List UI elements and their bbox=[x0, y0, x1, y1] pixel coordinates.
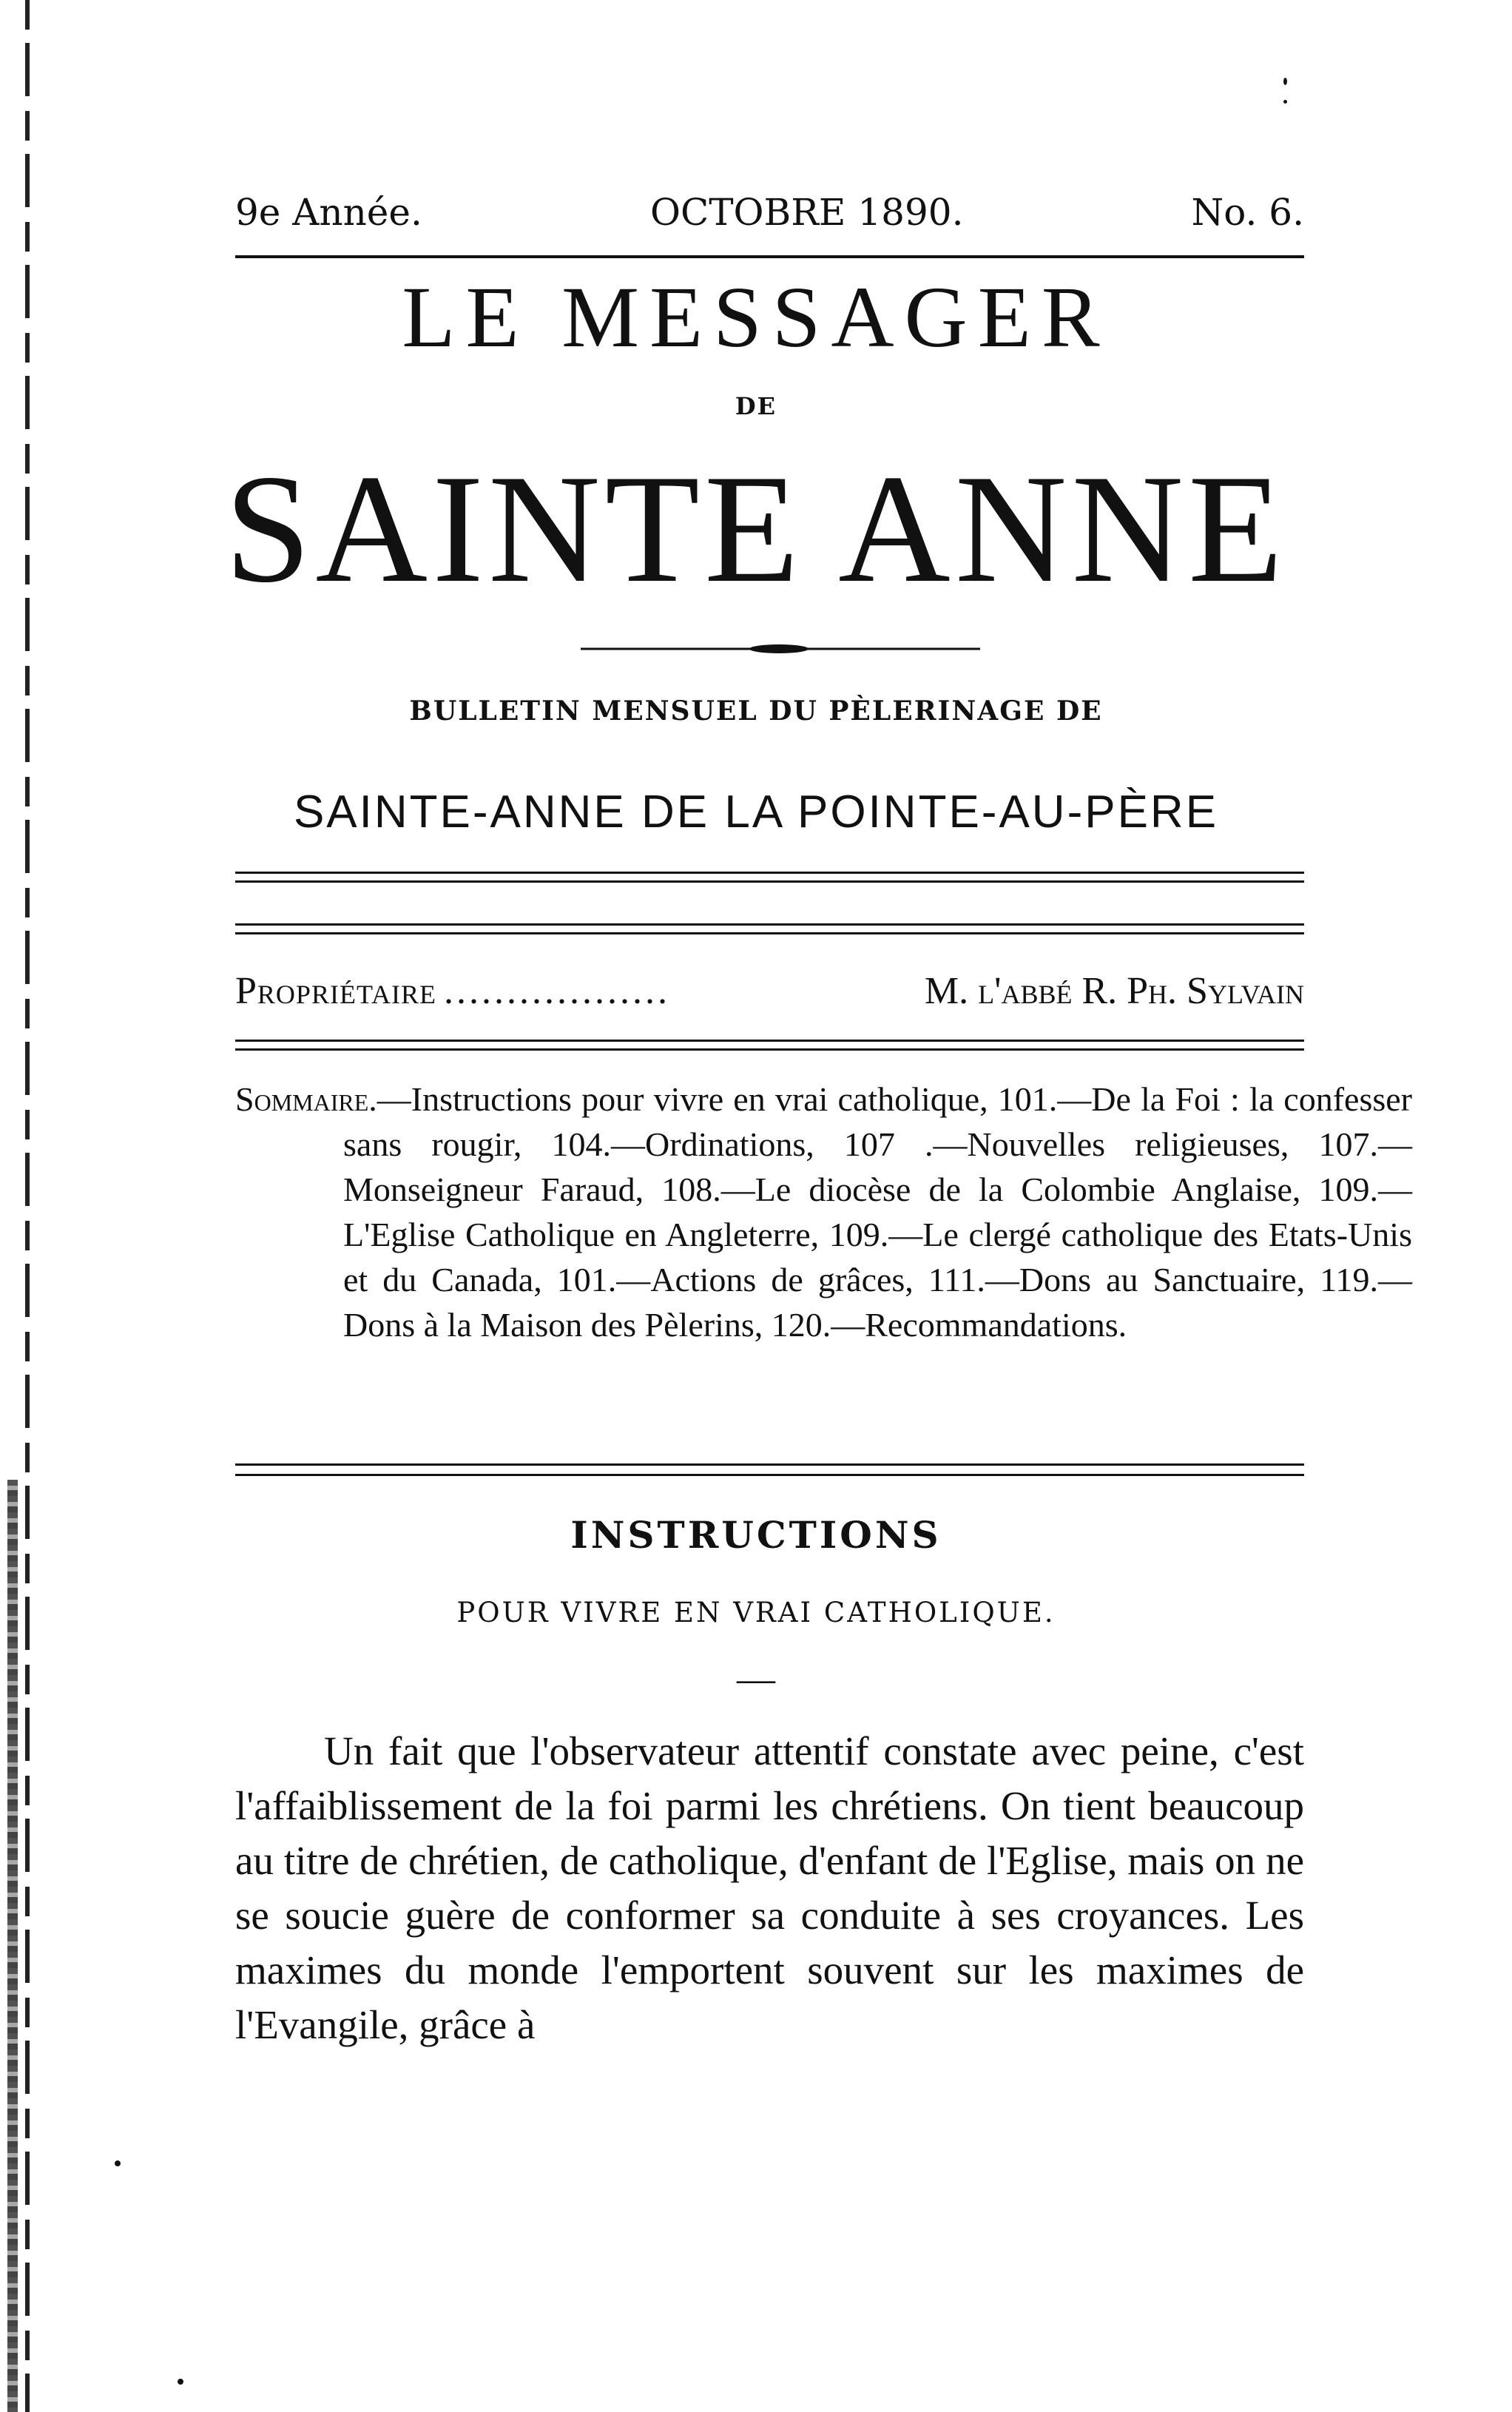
summary bbox=[235, 1077, 1412, 1347]
section-separator: — bbox=[737, 1658, 775, 1700]
body-paragraph: Un fait que l'observateur attentif constate avec peine, c'est l'affaiblissement de la foi parmi les chrétiens. On tient beaucoup au titre de chrétien, de catholique, d'enfant de l'Eglise, mais on ne se soucie guère de conformer sa conduite à ses croyances. Les maximes du monde l'emportent souvent sur les maximes de l'Evangile, grâce à bbox=[235, 1728, 1304, 2047]
summary-label: Sommaire. bbox=[235, 1080, 377, 1118]
scan-speck bbox=[178, 2379, 183, 2385]
proprietor-line bbox=[235, 969, 1304, 1013]
double-rule bbox=[235, 1048, 1304, 1051]
title-line-3: SAINTE ANNE bbox=[224, 443, 1288, 615]
issue-date: OCTOBRE 1890. bbox=[649, 191, 964, 234]
double-rule bbox=[235, 923, 1304, 926]
section-heading: INSTRUCTIONS bbox=[570, 1513, 942, 1557]
summary-text: —Instructions pour vivre en vrai catholique, 101.—De la Foi : la confesser sans rougir, 104.—Ordinations, 107 .—Nouvelles religieuses, 107.—Monseigneur Faraud, 108.—Le diocèse de la Colombie Anglaise, 109.—L'Eglise Catholique en Angleterre, 109.—Le clergé catholique des Etats-Unis et du Canada, 101.—Actions de grâces, 111.—Dons au Sanctuaire, 119.—Dons à la Maison des Pèlerins, 120.—Recommandations. bbox=[343, 1080, 1412, 1344]
double-rule bbox=[235, 1474, 1304, 1476]
masthead bbox=[235, 191, 1304, 234]
leader-dots: .................. bbox=[444, 970, 671, 1012]
double-rule bbox=[235, 1463, 1304, 1466]
double-rule bbox=[235, 932, 1304, 934]
binding-edge bbox=[25, 0, 30, 2412]
ornament-divider bbox=[581, 644, 980, 654]
title-line-1: LE MESSAGER bbox=[402, 269, 1110, 365]
subtitle-place: SAINTE-ANNE DE LA POINTE-AU-PÈRE bbox=[293, 786, 1219, 838]
subtitle-bulletin: BULLETIN MENSUEL DU PÈLERINAGE DE bbox=[409, 695, 1103, 727]
masthead-rule bbox=[235, 255, 1304, 258]
issue-number: No. 6. bbox=[1191, 191, 1304, 234]
scan-speck bbox=[1283, 100, 1287, 104]
section-subheading: POUR VIVRE EN VRAI CATHOLIQUE. bbox=[456, 1597, 1056, 1628]
scan-speck bbox=[115, 2160, 121, 2166]
double-rule bbox=[235, 872, 1304, 874]
scan-speck bbox=[1283, 78, 1287, 85]
title-line-2: DE bbox=[735, 392, 777, 420]
proprietor-label: Propriétaire bbox=[235, 970, 437, 1012]
double-rule bbox=[235, 880, 1304, 883]
issue-year: 9e Année. bbox=[235, 191, 422, 234]
double-rule bbox=[235, 1040, 1304, 1042]
proprietor-name: M. l'abbé R. Ph. Sylvain bbox=[924, 970, 1304, 1012]
